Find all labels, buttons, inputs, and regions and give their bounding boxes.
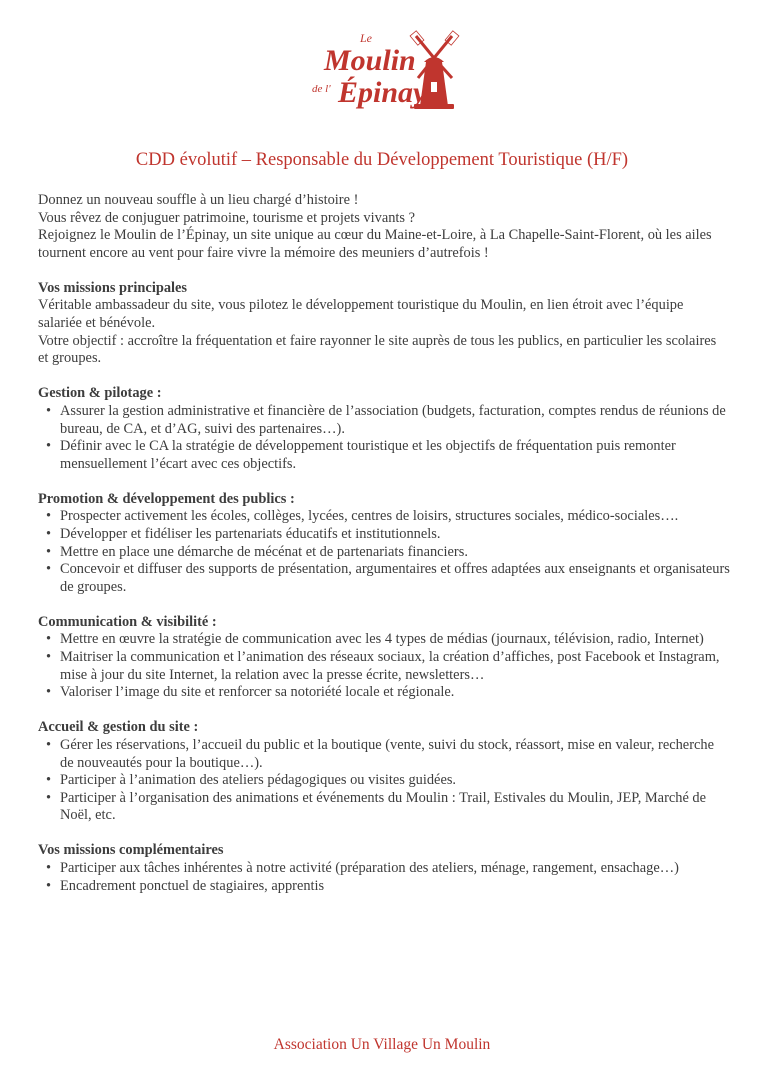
missions-line: Votre objectif : accroître la fréquentation et faire rayonner le site auprès de tous les publics, en particulier les scolaires et groupes. [38,332,717,367]
missions-heading: Vos missions principales [38,279,188,296]
list-item: • Participer à l’animation des ateliers pédagogiques ou visites guidées. [60,772,730,790]
footer-association-name: Association Un Village Un Moulin [273,1036,491,1053]
list-item: • Définir avec le CA la stratégie de développement touristique et les objectifs de fréquentation puis remonter mensuellement l’écart avec ces objectifs. [60,438,730,473]
list-item: • Assurer la gestion administrative et financière de l’association (budgets, facturation, comptes rendus de réunions de bureau, de CA, et d’AG, suivi des partenaires…). [60,403,730,438]
job-description [38,192,730,913]
logo-text-moulin: Moulin [324,44,416,77]
list-item: • Prospecter activement les écoles, collèges, lycées, centres de loisirs, structures sociales, médico-sociales…. [60,508,730,526]
section-heading-promotion: Promotion & développement des publics : [38,490,295,507]
logo-text-epinay: Épinay [338,76,427,109]
list-item: • Valoriser l’image du site et renforcer sa notoriété locale et régionale. [60,684,730,702]
intro-paragraph [38,192,730,262]
section-heading-communication: Communication & visibilité : [38,613,217,630]
list-item: • Encadrement ponctuel de stagiaires, apprentis [60,878,730,896]
list-item: • Mettre en œuvre la stratégie de communication avec les 4 types de médias (journaux, télévision, radio, Internet) [60,631,730,649]
section-heading-accueil: Accueil & gestion du site : [38,719,199,736]
missions-paragraph [38,280,730,368]
page-title: CDD évolutif – Responsable du Développement Touristique (H/F) [135,150,629,170]
intro-line: Donnez un nouveau souffle à un lieu chargé d’histoire ! [38,192,359,208]
section-list-gestion [38,403,730,473]
logo-text-de: de l' [312,83,331,95]
list-item: • Concevoir et diffuser des supports de présentation, argumentaires et offres adaptées aux enseignants et organisateurs de groupes. [60,561,730,596]
logo [310,22,460,112]
moulin-logo-graphic [310,22,460,112]
intro-line: Rejoignez le Moulin de l’Épinay, un site unique au cœur du Maine-et-Loire, à La Chapelle-Saint-Florent, où les ailes tournent encore au vent pour faire vivre la mémoire des meuniers d’autrefois ! [38,227,712,261]
section-heading-complementaires: Vos missions complémentaires [38,842,224,859]
list-item: • Maitriser la communication et l’animation des réseaux sociaux, la création d’affiches, post Facebook et Instagram, mise à jour du site Internet, la relation avec la presse écrite, newsletters… [60,649,730,684]
section-list-accueil [38,737,730,825]
list-item: • Gérer les réservations, l’accueil du public et la boutique (vente, suivi du stock, réassort, mise en valeur, recherche de nouveautés pour la boutique…). [60,737,730,772]
missions-line: Véritable ambassadeur du site, vous pilotez le développement touristique du Moulin, en lien étroit avec l’équipe salariée et bénévole. [38,297,684,332]
section-list-communication [38,631,730,701]
list-item: • Participer à l’organisation des animations et événements du Moulin : Trail, Estivales du Moulin, JEP, Marché de Noël, etc. [60,790,730,825]
section-heading-gestion: Gestion & pilotage : [38,385,162,402]
list-item: • Participer aux tâches inhérentes à notre activité (préparation des ateliers, ménage, rangement, ensachage…) [60,860,730,878]
logo-text-le: Le [360,31,372,45]
intro-line: Vous rêvez de conjuguer patrimoine, tourisme et projets vivants ? [38,209,415,226]
section-list-promotion [38,508,730,596]
section-list-complementaires [38,860,730,895]
list-item: • Développer et fidéliser les partenariats éducatifs et institutionnels. [60,526,730,544]
list-item: • Mettre en place une démarche de mécénat et de partenariats financiers. [60,544,730,562]
